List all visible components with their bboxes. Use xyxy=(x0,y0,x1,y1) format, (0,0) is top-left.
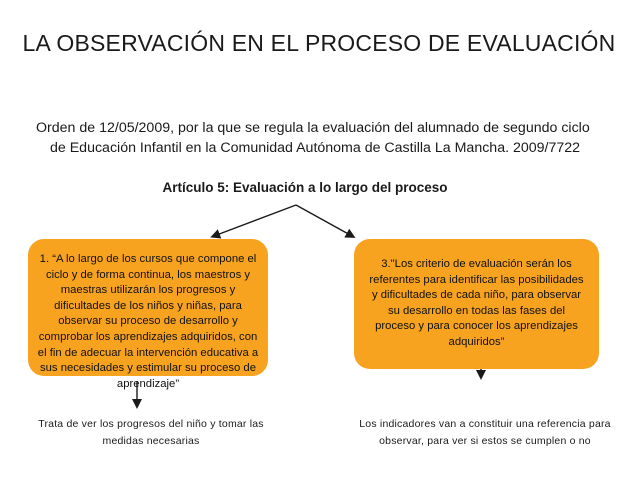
branch-arrow-right xyxy=(296,205,352,236)
intro-line-1: Orden de 12/05/2009, por la que se regula la evaluación del alumnado de segundo ciclo xyxy=(36,120,590,136)
article-heading: Artículo 5: Evaluación a lo largo del proceso xyxy=(162,180,448,195)
note-left: Trata de ver los progresos del niño y tomar las medidas necesarias xyxy=(38,418,264,447)
page-title: LA OBSERVACIÓN EN EL PROCESO DE EVALUACIÓN xyxy=(22,30,616,56)
criterion-box-left: 1. “A lo largo de los cursos que compone el ciclo y de forma continua, los maestros y maestras utilizarán los progresos y dificultades de los niños y niñas, para observar su proceso de desarrollo y comprobar los aprendizajes adquiridos, con el fin de adecuar la intervención educativa a sus necesidades y estimular su proceso de aprendizaje” xyxy=(28,239,268,376)
note-right: Los indicadores van a constituir una referencia para observar, para ver si estos se cumplen o no xyxy=(359,418,611,447)
intro-line-2: de Educación Infantil en la Comunidad Autónoma de Castilla La Mancha. 2009/7722 xyxy=(50,140,581,156)
criterion-box-right: 3."Los criterio de evaluación serán los referentes para identificar las posibilidades y dificultades de cada niño, para observar su desarrollo en todas las fases del proceso y para conocer los aprendizajes adquiridos” xyxy=(354,239,599,369)
branch-arrow-left xyxy=(214,205,296,236)
